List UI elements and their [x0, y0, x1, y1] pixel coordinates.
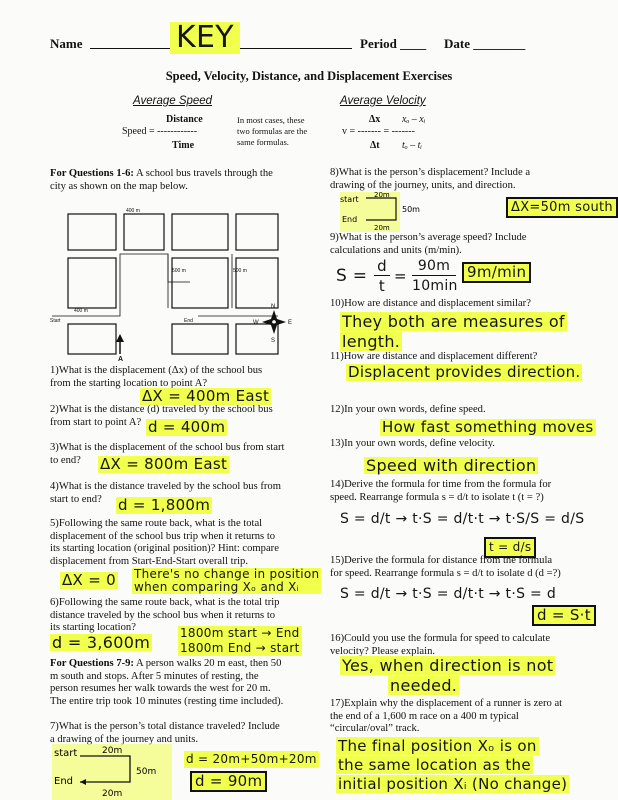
answer-2[interactable]: d = 400m — [148, 418, 226, 436]
equals-sign: = — [394, 267, 407, 285]
answer-17[interactable]: The final position Xₒ is on the same location as the initial position Xᵢ (No change) — [338, 737, 568, 793]
answer-10[interactable]: They both are measures of length. — [342, 312, 565, 351]
svg-text:E: E — [288, 320, 293, 326]
svg-text:S: S — [271, 338, 276, 344]
answer-6-note[interactable]: 1800m start → End 1800m End → start — [180, 626, 300, 655]
question-16: 16)Could you use the formula for speed to calculate velocity? Please explain. — [330, 633, 551, 657]
question-4: 4)What is the distance traveled by the school bus from start to end? — [50, 481, 281, 505]
answer-4[interactable]: d = 1,800m — [118, 496, 211, 514]
speed-time: Time — [172, 140, 195, 151]
sketch8-20m-bottom: 20m — [374, 224, 390, 232]
answer-13[interactable]: Speed with direction — [366, 456, 537, 475]
map-label-400-top: 400 m — [126, 208, 140, 214]
map-block — [172, 258, 228, 308]
question-3: 3)What is the displacement of the school bus from start to end? — [50, 442, 285, 466]
question-8: 8)What is the person’s displacement? Include a drawing of the journey, units, and direction. — [330, 167, 531, 191]
question-13: 13)In your own words, define velocity. — [330, 438, 495, 449]
answer-6[interactable]: d = 3,600m — [52, 633, 151, 652]
velocity-tf-ti: tₒ – tᵢ — [402, 140, 422, 151]
map-block — [172, 214, 228, 250]
name-label: Name — [50, 36, 83, 51]
answer-14[interactable]: t = d/s — [484, 537, 536, 558]
question-17: 17)Explain why the displacement of a runner is zero at the end of a 1,600 m race on a 400 m typical “circular/oval” track. — [330, 698, 563, 734]
formula-note: In most cases, these two formulas are the same formulas. — [237, 115, 308, 147]
answer-8[interactable]: ΔX=50m south — [506, 197, 618, 218]
sketch8-50m: 50m — [402, 205, 420, 214]
question-9: 9)What is the person’s average speed? Include calculations and units (m/min). — [330, 232, 527, 256]
city-map — [48, 202, 310, 362]
answer-9-den: t — [378, 277, 386, 295]
map-label-500-right: 500 m — [233, 268, 247, 274]
map-block — [172, 324, 228, 354]
question-12: 12)In your own words, define speed. — [330, 404, 486, 415]
sketch7-20m-top: 20m — [102, 746, 123, 756]
answer-5-note[interactable]: There's no change in position when comparing Xₒ and Xᵢ — [134, 567, 320, 594]
answer-9[interactable]: 9m/min — [462, 262, 531, 283]
intro-questions-7-9: For Questions 7-9: A person walks 20 m east, then 50 m south and stops. After 5 minutes of resting, the person resumes her walk towards the west for 20 m. The entire trip took 10 minutes (resting time included). — [50, 658, 284, 707]
svg-text:W: W — [253, 320, 259, 326]
map-block — [68, 258, 116, 308]
velocity-dt: Δt — [370, 140, 380, 151]
answer-16[interactable]: Yes, when direction is not needed. — [342, 656, 554, 695]
map-start-label: Start — [50, 318, 61, 324]
sketch8-end: End — [342, 215, 358, 224]
sketch7-50m: 50m — [136, 767, 157, 777]
map-block — [124, 214, 164, 250]
answer-7[interactable]: d = 90m — [190, 771, 267, 792]
question-11: 11)How are distance and displacement different? — [330, 351, 538, 362]
question-7: 7)What is the person’s total distance traveled? Include a drawing of the journey and units. — [50, 721, 280, 745]
avg-speed-heading: Average Speed — [133, 95, 213, 107]
question-6: 6)Following the same route back, what is the total trip distance traveled by the school bus when it returns to its starting location? — [50, 597, 280, 633]
map-block — [68, 324, 116, 354]
intro-questions-1-6: For Questions 1-6: A school bus travels through the city as shown on the map below. — [50, 168, 273, 192]
speed-distance: Distance — [166, 114, 203, 125]
question-14: 14)Derive the formula for time from the formula for speed. Rearrange formula s = d/t to isolate t (t = ?) — [330, 479, 552, 503]
map-block — [236, 258, 278, 308]
map-label-400-bottom: 400 m — [74, 308, 88, 314]
map-blocks — [68, 214, 278, 354]
speed-equation: Speed = ------------ — [122, 126, 198, 137]
answer-11[interactable]: Displacent provides direction. — [348, 363, 581, 381]
answer-1[interactable]: ΔX = 400m East — [142, 387, 270, 405]
name-answer[interactable]: KEY — [170, 22, 240, 54]
question-15: 15)Derive the formula for distance from the formula for speed. Rearrange formula s = d/t to isolate d (d =?) — [330, 555, 561, 579]
sketch7-start: start — [54, 748, 78, 759]
date-label: Date ________ — [444, 36, 526, 51]
answer-9-den2: 10min — [412, 278, 458, 294]
question-10: 10)How are distance and displacement similar? — [330, 298, 531, 309]
avg-velocity-heading: Average Velocity — [340, 95, 426, 107]
answer-14-work: S = d/t → t·S = d/t·t → t·S/S = d/S — [340, 511, 585, 527]
journey-sketch-7 — [52, 744, 172, 800]
sketch8-start: start — [340, 195, 359, 204]
answer-15-work: S = d/t → t·S = d/t·t → t·S = d — [340, 586, 557, 602]
journey-sketch-8 — [340, 192, 440, 232]
bus-route — [52, 254, 190, 316]
answer-9-num2: 90m — [412, 258, 456, 276]
page-title: Speed, Velocity, Distance, and Displacement Exercises — [165, 69, 453, 83]
sketch7-20m-bottom: 20m — [102, 789, 123, 799]
sketch7-end: End — [54, 776, 74, 787]
sketch8-20m: 20m — [374, 192, 390, 199]
velocity-xf-xi: xₒ – xᵢ — [402, 114, 426, 125]
velocity-dx: Δx — [369, 114, 381, 125]
arrow-to-a — [116, 334, 124, 342]
answer-15[interactable]: d = S·t — [532, 605, 596, 626]
map-end-label: End — [184, 318, 193, 324]
answer-5[interactable]: ΔX = 0 — [62, 571, 116, 589]
answer-3[interactable]: ΔX = 800m East — [100, 455, 228, 473]
answer-9-s: S = — [336, 266, 368, 286]
map-block — [236, 214, 278, 250]
answer-12[interactable]: How fast something moves — [382, 418, 594, 436]
question-5: 5)Following the same route back, what is the total displacement of the school bus trip when it returns to its starting location (original position)? Hint: compare displacement from Start-End-Start overall trip. — [50, 518, 279, 567]
question-2: 2)What is the distance (d) traveled by the school bus from start to point A? — [50, 404, 273, 428]
velocity-equation: v = ------- = ------- — [342, 126, 415, 137]
map-label-500-left: 500 m — [172, 268, 186, 274]
svg-text:N: N — [271, 304, 276, 310]
answer-7-calc[interactable]: d = 20m+50m+20m — [186, 752, 317, 766]
question-1: 1)What is the displacement (Δx) of the school bus from the starting location to point A? — [50, 365, 263, 389]
map-block — [68, 214, 116, 250]
period-label: Period ____ — [360, 36, 427, 51]
map-point-a-label: A — [118, 356, 124, 362]
answer-9-num: d — [374, 258, 390, 276]
